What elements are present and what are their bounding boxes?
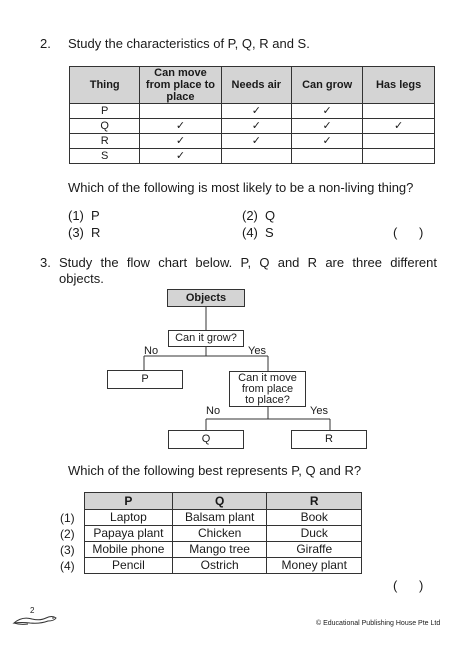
option-4-text[interactable]: S — [265, 225, 274, 240]
cell-r: Money plant — [267, 558, 362, 574]
flowchart-box-p: P — [107, 370, 183, 389]
option-1-number: (1) — [68, 208, 84, 223]
flowchart-question-move-line3: to place? — [245, 394, 290, 406]
option-3-number: (3) — [68, 225, 84, 240]
question-3-prompt-line1: Study the flow chart below. P, Q and R are three different — [59, 255, 437, 270]
header-legs: Has legs — [363, 67, 435, 104]
cell-air: ✓ — [221, 134, 292, 149]
cell-p: Papaya plant — [85, 526, 173, 542]
flowchart-label-yes-2: Yes — [310, 405, 328, 417]
table-row[interactable] — [85, 558, 362, 574]
answer-bracket-q2[interactable]: ( ) — [393, 225, 424, 240]
cell-grow: ✓ — [292, 134, 363, 149]
flowchart-question-grow: Can it grow? — [168, 330, 244, 347]
question-2-number: 2. — [40, 36, 51, 51]
question-3-text: Which of the following best represents P, Q and R? — [68, 463, 362, 478]
option-2-text[interactable]: Q — [265, 208, 276, 223]
page-number: 2 — [30, 606, 35, 615]
option-2-number: (2) — [242, 208, 258, 223]
option-row-3-number: (3) — [60, 543, 75, 557]
header-move: Can move from place to place — [140, 67, 221, 104]
question-3-prompt-line2: objects. — [59, 271, 104, 286]
cell-grow: ✓ — [292, 119, 363, 134]
option-3-text[interactable]: R — [91, 225, 101, 240]
salamander-logo-icon — [12, 612, 60, 628]
header-p: P — [85, 493, 173, 510]
header-grow: Can grow — [292, 67, 363, 104]
option-row-2-number: (2) — [60, 527, 75, 541]
option-row-4-number: (4) — [60, 559, 75, 573]
flowchart-question-move — [229, 371, 306, 407]
flowchart-root-box: Objects — [167, 289, 245, 307]
cell-thing: Q — [70, 119, 140, 134]
header-thing: Thing — [70, 67, 140, 104]
cell-thing: P — [70, 104, 140, 119]
cell-r: Duck — [267, 526, 362, 542]
flowchart-box-q: Q — [168, 430, 244, 449]
cell-p: Laptop — [85, 510, 173, 526]
flowchart-label-no-2: No — [206, 405, 221, 417]
cell-r: Giraffe — [267, 542, 362, 558]
cell-move: ✓ — [140, 119, 221, 134]
flowchart-question-move-line2: from place — [241, 383, 294, 395]
answer-bracket-q3[interactable]: ( ) — [393, 578, 424, 593]
cell-grow: ✓ — [292, 104, 363, 119]
cell-thing: S — [70, 149, 140, 164]
options-table — [84, 492, 362, 574]
cell-p: Mobile phone — [85, 542, 173, 558]
flowchart-label-yes-1: Yes — [248, 345, 266, 357]
cell-r: Book — [267, 510, 362, 526]
question-2-text: Which of the following is most likely to be a non-living thing? — [68, 180, 414, 195]
table-row[interactable] — [85, 510, 362, 526]
question-2-prompt: Study the characteristics of P, Q, R and S. — [68, 36, 310, 51]
cell-air: ✓ — [221, 104, 292, 119]
header-r: R — [267, 493, 362, 510]
table-header-row — [85, 493, 362, 510]
flowchart-box-r: R — [291, 430, 367, 449]
cell-move: ✓ — [140, 149, 221, 164]
cell-q: Chicken — [172, 526, 267, 542]
table-row[interactable] — [85, 526, 362, 542]
flowchart-question-move-line1: Can it move — [238, 372, 297, 384]
question-3-number: 3. — [40, 255, 51, 270]
cell-air: ✓ — [221, 119, 292, 134]
cell-p: Pencil — [85, 558, 173, 574]
cell-move: ✓ — [140, 134, 221, 149]
table-row[interactable] — [85, 542, 362, 558]
cell-q: Balsam plant — [172, 510, 267, 526]
option-row-1-number: (1) — [60, 511, 75, 525]
option-1-text[interactable]: P — [91, 208, 100, 223]
cell-q: Ostrich — [172, 558, 267, 574]
publisher-credit: © Educational Publishing House Pte Ltd — [316, 620, 441, 627]
cell-thing: R — [70, 134, 140, 149]
cell-q: Mango tree — [172, 542, 267, 558]
header-air: Needs air — [221, 67, 292, 104]
header-q: Q — [172, 493, 267, 510]
cell-legs: ✓ — [363, 119, 435, 134]
option-4-number: (4) — [242, 225, 258, 240]
flowchart-label-no-1: No — [144, 345, 159, 357]
